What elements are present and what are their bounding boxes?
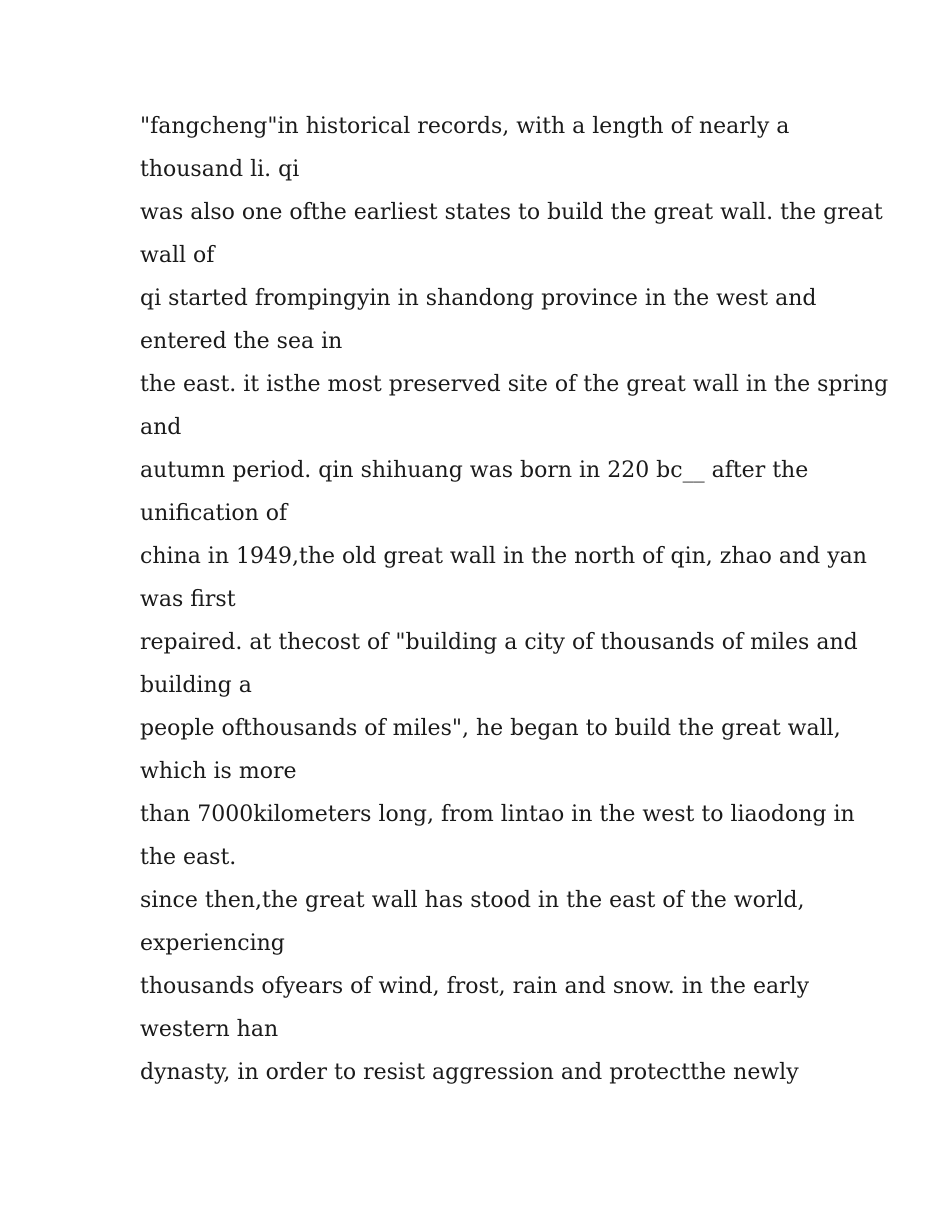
text-line: was first xyxy=(140,587,236,612)
text-line: "fangcheng"in historical records, with a length of nearly a xyxy=(140,114,790,139)
text-line: china in 1949,the old great wall in the north of qin, zhao and yan xyxy=(140,544,867,569)
text-line: entered the sea in xyxy=(140,329,343,354)
text-line: dynasty, in order to resist aggression and protectthe newly xyxy=(140,1060,799,1085)
text-line: thousands ofyears of wind, frost, rain and snow. in the early xyxy=(140,974,810,999)
text-line: which is more xyxy=(140,759,297,784)
text-line: the east. xyxy=(140,845,237,870)
text-line: was also one ofthe earliest states to build the great wall. the great xyxy=(140,200,883,225)
text-line: experiencing xyxy=(140,931,285,956)
body-text xyxy=(140,105,889,1094)
text-line: building a xyxy=(140,673,252,698)
text-line: repaired. at thecost of "building a city of thousands of miles and xyxy=(140,630,858,655)
text-line: and xyxy=(140,415,182,440)
text-line: thousand li. qi xyxy=(140,157,300,182)
text-line: the east. it isthe most preserved site of the great wall in the spring xyxy=(140,372,889,397)
text-line: wall of xyxy=(140,243,215,268)
text-line: western han xyxy=(140,1017,279,1042)
text-line: people ofthousands of miles", he began to build the great wall, xyxy=(140,716,841,741)
text-line: autumn period. qin shihuang was born in 220 bc__ after the xyxy=(140,458,809,483)
text-line: than 7000kilometers long, from lintao in the west to liaodong in xyxy=(140,802,855,827)
text-line: qi started frompingyin in shandong province in the west and xyxy=(140,286,817,311)
text-line: unification of xyxy=(140,501,288,526)
text-line: since then,the great wall has stood in the east of the world, xyxy=(140,888,805,913)
